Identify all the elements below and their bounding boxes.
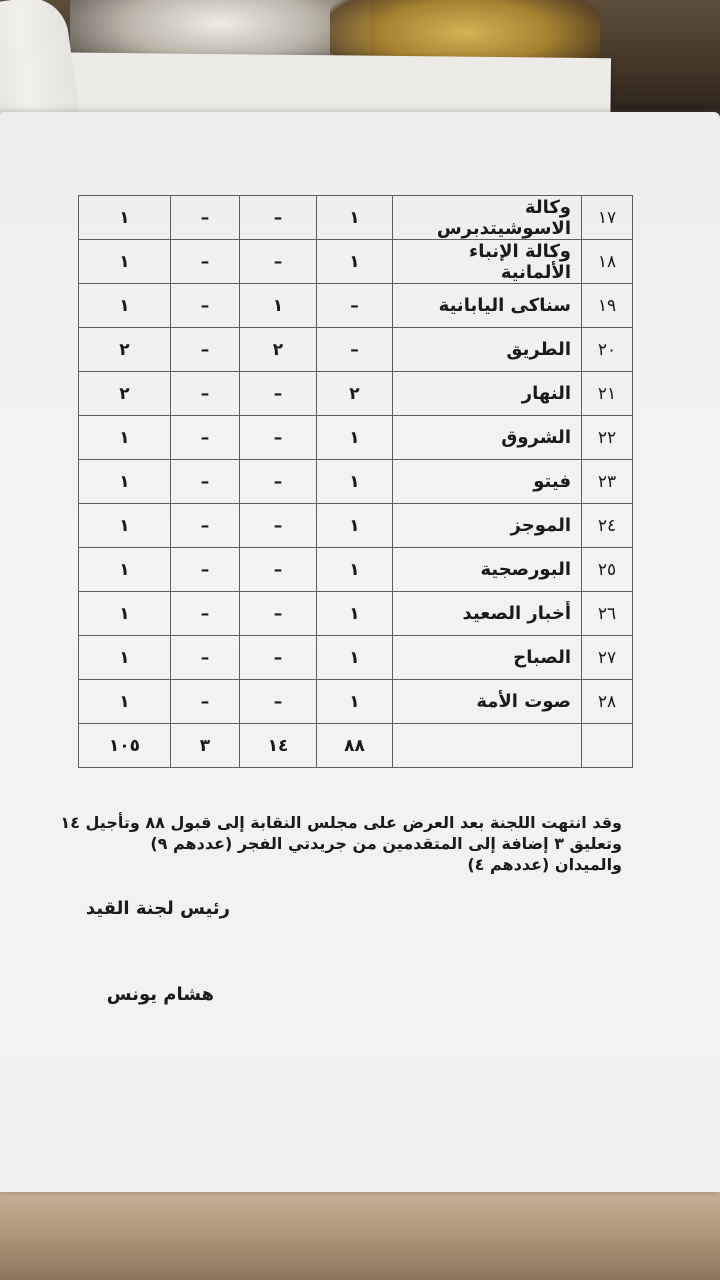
row-number-cell: ٢٦ [582, 592, 633, 636]
accepted-cell: ٨٨ [317, 724, 393, 768]
row-number-cell: ٢٣ [582, 460, 633, 504]
accepted-cell: ١ [317, 680, 393, 724]
outlet-name-cell: البورصجية [393, 548, 582, 592]
table-row [79, 416, 633, 460]
suspended-cell: – [171, 504, 240, 548]
row-number-cell: ١٩ [582, 284, 633, 328]
accepted-cell: ١ [317, 504, 393, 548]
postponed-cell: ١ [240, 284, 317, 328]
accepted-cell: – [317, 284, 393, 328]
postponed-cell: – [240, 416, 317, 460]
postponed-cell: – [240, 196, 317, 240]
row-number-cell: ٢٠ [582, 328, 633, 372]
postponed-cell: – [240, 548, 317, 592]
postponed-cell: – [240, 460, 317, 504]
suspended-cell: – [171, 416, 240, 460]
outlet-name-cell: أخبار الصعيد [393, 592, 582, 636]
outlet-name-cell: الموجز [393, 504, 582, 548]
table-row [79, 592, 633, 636]
accepted-cell: ١ [317, 548, 393, 592]
row-number-cell: ١٨ [582, 240, 633, 284]
table-row [79, 284, 633, 328]
total-cell: ١ [79, 196, 171, 240]
table-row [79, 636, 633, 680]
outlet-name-cell: الشروق [393, 416, 582, 460]
suspended-cell: ٣ [171, 724, 240, 768]
total-cell: ١ [79, 504, 171, 548]
total-cell: ١ [79, 460, 171, 504]
postponed-cell: – [240, 636, 317, 680]
accepted-cell: ١ [317, 240, 393, 284]
accepted-cell: ١ [317, 196, 393, 240]
total-cell: ١ [79, 636, 171, 680]
row-number-cell: ٢٧ [582, 636, 633, 680]
outlet-name-cell: الطريق [393, 328, 582, 372]
suspended-cell: – [171, 196, 240, 240]
total-cell: ٢ [79, 328, 171, 372]
suspended-cell: – [171, 284, 240, 328]
outlet-name-cell: الصباح [393, 636, 582, 680]
paragraph-line-2: وتعليق ٣ إضافة إلى المتقدمين من جريدتي الفجر (عددهم ٩) [150, 834, 622, 853]
committee-paragraph [60, 812, 622, 875]
row-number-cell [582, 724, 633, 768]
suspended-cell: – [171, 460, 240, 504]
table-row [79, 372, 633, 416]
postponed-cell: – [240, 372, 317, 416]
total-cell: ١ [79, 240, 171, 284]
row-number-cell: ١٧ [582, 196, 633, 240]
suspended-cell: – [171, 328, 240, 372]
suspended-cell: – [171, 680, 240, 724]
paragraph-line-3: والميدان (عددهم ٤) [467, 855, 622, 874]
table-row [79, 240, 633, 284]
accepted-cell: ٢ [317, 372, 393, 416]
suspended-cell: – [171, 636, 240, 680]
total-cell: ١ [79, 284, 171, 328]
outlet-name-cell: فيتو [393, 460, 582, 504]
outlet-name-cell: سناكى اليابانية [393, 284, 582, 328]
row-number-cell: ٢١ [582, 372, 633, 416]
outlet-name-cell: النهار [393, 372, 582, 416]
total-cell: ١ [79, 680, 171, 724]
row-number-cell: ٢٨ [582, 680, 633, 724]
outlet-name-cell: وكالة الإنباء الألمانية [393, 240, 582, 284]
accepted-cell: ١ [317, 416, 393, 460]
total-cell: ١ [79, 416, 171, 460]
postponed-cell: ١٤ [240, 724, 317, 768]
membership-table [78, 195, 633, 768]
outlet-name-cell: وكالة الاسوشيتدبرس [393, 196, 582, 240]
paragraph-line-1: وقد انتهت اللجنة بعد العرض على مجلس النقابة إلى قبول ٨٨ وتأجيل ١٤ [60, 813, 622, 832]
background-floor [0, 1188, 720, 1280]
total-cell: ١ [79, 592, 171, 636]
table-row [79, 680, 633, 724]
table-body [79, 196, 633, 768]
postponed-cell: – [240, 504, 317, 548]
row-number-cell: ٢٢ [582, 416, 633, 460]
postponed-cell: – [240, 592, 317, 636]
postponed-cell: – [240, 240, 317, 284]
table-row [79, 504, 633, 548]
accepted-cell: ١ [317, 460, 393, 504]
outlet-name-cell [393, 724, 582, 768]
suspended-cell: – [171, 240, 240, 284]
total-cell: ١ [79, 548, 171, 592]
accepted-cell: ١ [317, 592, 393, 636]
signature-title: رئيس لجنة القيد [85, 898, 230, 919]
postponed-cell: – [240, 680, 317, 724]
outlet-name-cell: صوت الأمة [393, 680, 582, 724]
suspended-cell: – [171, 548, 240, 592]
row-number-cell: ٢٥ [582, 548, 633, 592]
signature-name: هشام يونس [106, 984, 214, 1005]
postponed-cell: ٢ [240, 328, 317, 372]
accepted-cell: – [317, 328, 393, 372]
table-row [79, 460, 633, 504]
row-number-cell: ٢٤ [582, 504, 633, 548]
table-row [79, 196, 633, 240]
suspended-cell: – [171, 372, 240, 416]
table-row [79, 328, 633, 372]
total-cell: ٢ [79, 372, 171, 416]
totals-row [79, 724, 633, 768]
accepted-cell: ١ [317, 636, 393, 680]
total-cell: ١٠٥ [79, 724, 171, 768]
suspended-cell: – [171, 592, 240, 636]
table-row [79, 548, 633, 592]
